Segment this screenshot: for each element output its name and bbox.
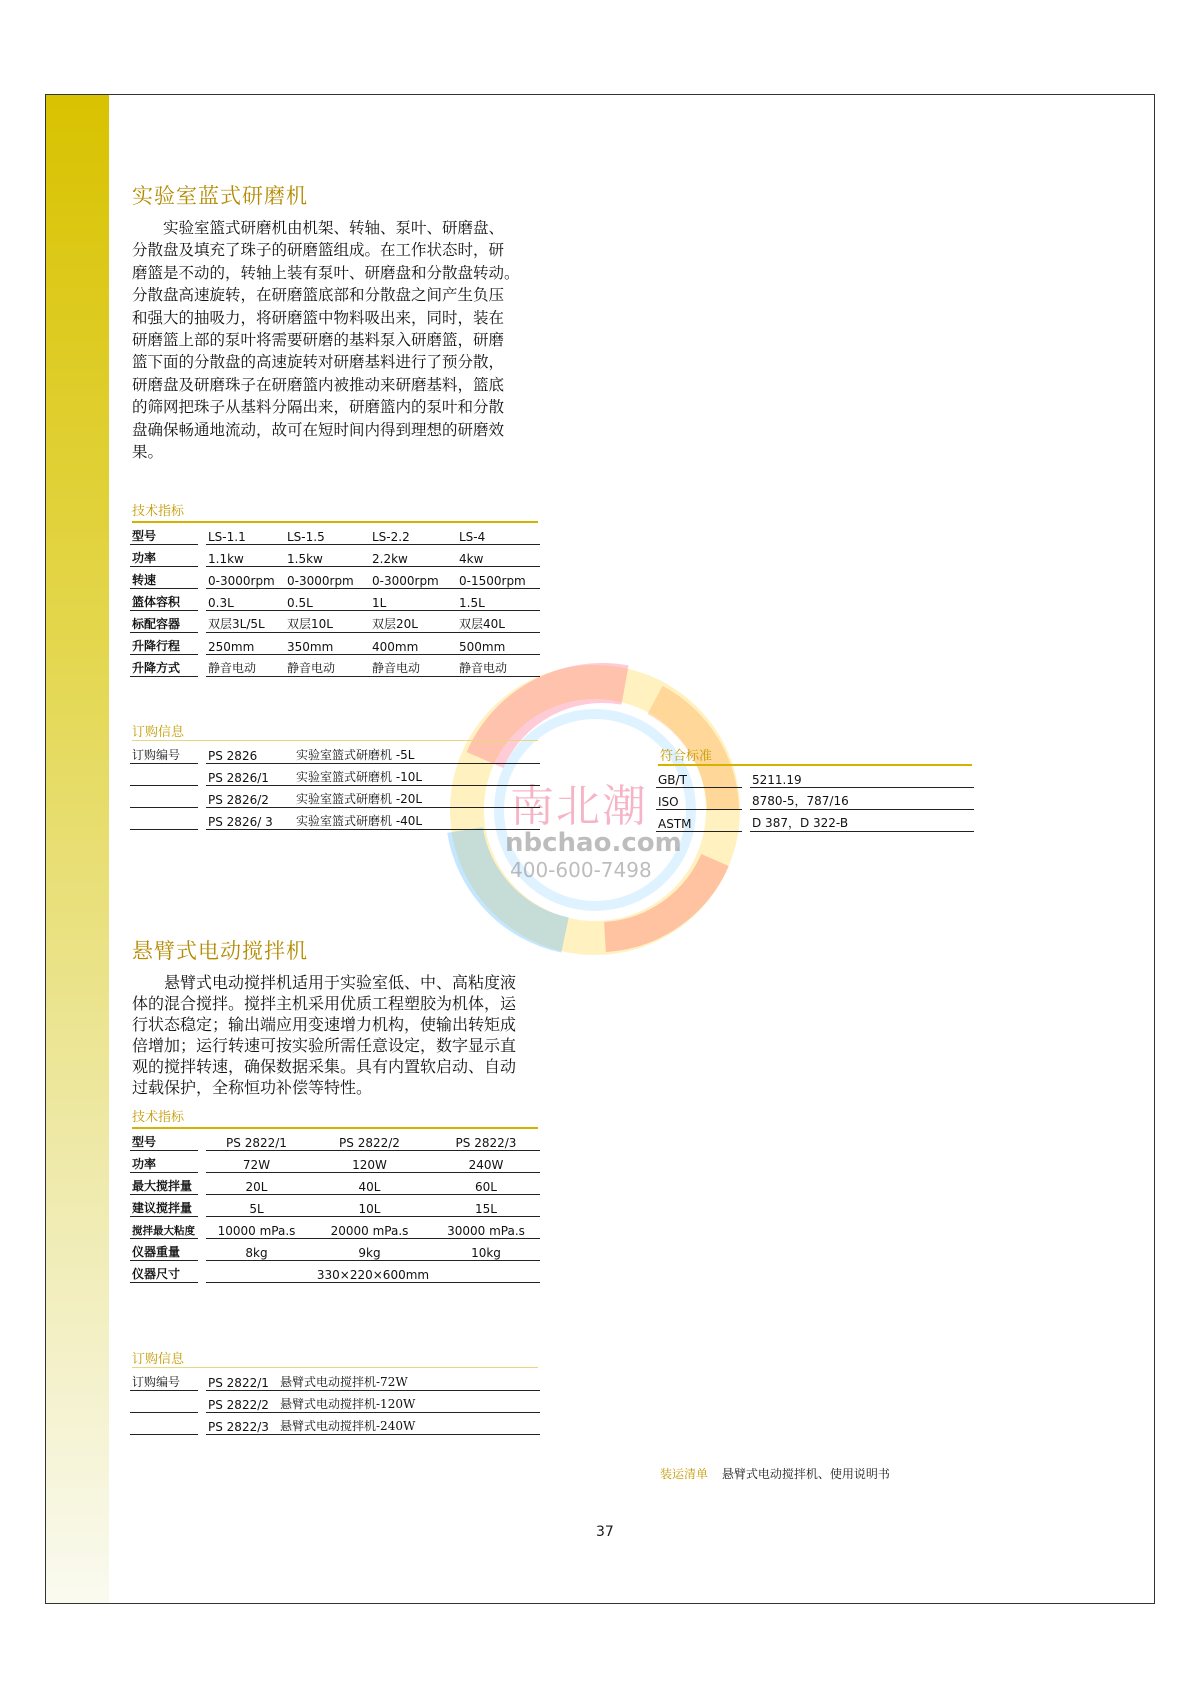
cell-value: PS 2822/2	[307, 1129, 432, 1151]
row-label: 标配容器	[130, 611, 202, 633]
paragraph-line: 实验室篮式研磨机由机架、转轴、泵叶、研磨盘、	[132, 219, 505, 237]
order-row	[130, 786, 540, 808]
standard-name: ASTM	[656, 810, 746, 832]
spec-row	[130, 589, 540, 611]
spec-row	[130, 1151, 540, 1173]
cell-value: 1.5kw	[285, 545, 370, 567]
cell-value: 1L	[370, 589, 457, 611]
standard-row	[656, 766, 974, 788]
paragraph-line: 和强大的抽吸力，将研磨篮中物料吸出来，同时，装在	[132, 308, 505, 327]
cell-value: 悬臂式电动搅拌机-72W	[278, 1369, 540, 1391]
cell-value: 双层10L	[285, 611, 370, 633]
cell-value: PS 2826/1	[202, 764, 294, 786]
cell-value: PS 2826/ 3	[202, 808, 294, 830]
row-label: 型号	[130, 523, 202, 545]
paragraph-line: 过载保护，全称恒功补偿等特性。	[132, 1078, 373, 1097]
row-label: 最大搅拌量	[130, 1173, 202, 1195]
cell-value: 350mm	[285, 633, 370, 655]
spec-row	[130, 1217, 540, 1239]
section1-order-title: 订购信息	[132, 725, 185, 740]
section1-paragraph	[132, 217, 552, 463]
cell-value: 20L	[202, 1173, 307, 1195]
spec-row	[130, 523, 540, 545]
cell-value: 60L	[432, 1173, 540, 1195]
cell-value: 实验室篮式研磨机 -40L	[294, 808, 540, 830]
paragraph-line: 悬臂式电动搅拌机适用于实验室低、中、高粘度液	[132, 973, 517, 992]
cell-value: 330×220×600mm	[202, 1261, 540, 1283]
cell-value: 250mm	[202, 633, 285, 655]
section2-paragraph	[132, 972, 562, 1098]
row-label: 升降方式	[130, 655, 202, 677]
standard-row	[656, 788, 974, 810]
order-row	[130, 1391, 540, 1413]
order-row	[130, 742, 540, 764]
paragraph-line: 分散盘高速旋转，在研磨篮底部和分散盘之间产生负压	[132, 286, 505, 305]
cell-value: 20000 mPa.s	[307, 1217, 432, 1239]
gold-rule	[132, 1367, 538, 1368]
paragraph-line: 的筛网把珠子从基料分隔出来，研磨篮内的泵叶和分散	[132, 398, 505, 417]
cell-value: 实验室篮式研磨机 -5L	[294, 742, 540, 764]
standards-title: 符合标准	[660, 749, 713, 764]
paragraph-line: 果。	[132, 443, 164, 462]
order-row	[130, 1369, 540, 1391]
row-label: 转速	[130, 567, 202, 589]
row-label	[130, 764, 202, 786]
cell-value: 0.3L	[202, 589, 285, 611]
shipping-label: 装运清单	[660, 1467, 709, 1481]
cell-value: 0-1500rpm	[457, 567, 540, 589]
order-row	[130, 1413, 540, 1435]
cell-value: 静音电动	[285, 655, 370, 677]
row-label: 订购编号	[130, 742, 202, 764]
spec-row	[130, 1173, 540, 1195]
spec-row	[130, 1129, 540, 1151]
cell-value: 40L	[307, 1173, 432, 1195]
section1-title: 实验室蓝式研磨机	[132, 184, 308, 208]
spec-row	[130, 1195, 540, 1217]
shipping-value: 悬臂式电动搅拌机、使用说明书	[721, 1467, 890, 1481]
cell-value: 实验室篮式研磨机 -10L	[294, 764, 540, 786]
section2-spec-title: 技术指标	[132, 1110, 185, 1125]
spec-row-size	[130, 1261, 540, 1283]
row-label: 升降行程	[130, 633, 202, 655]
cell-value: 静音电动	[370, 655, 457, 677]
cell-value: 15L	[432, 1195, 540, 1217]
cell-value: 9kg	[307, 1239, 432, 1261]
row-label	[130, 808, 202, 830]
paragraph-line: 盘确保畅通地流动，故可在短时间内得到理想的研磨效	[132, 420, 505, 439]
row-label: 型号	[130, 1129, 202, 1151]
row-label: 搅拌最大粘度	[130, 1217, 202, 1239]
gold-rule	[132, 740, 538, 741]
cell-value: 72W	[202, 1151, 307, 1173]
order-row	[130, 808, 540, 830]
row-label: 订购编号	[130, 1369, 202, 1391]
cell-value: LS-2.2	[370, 523, 457, 545]
section2-order-title: 订购信息	[132, 1352, 185, 1367]
cell-value: 4kw	[457, 545, 540, 567]
watermark-domain: nbchao.com	[505, 828, 682, 858]
standard-value: 8780-5，787/16	[746, 788, 974, 810]
spec-row	[130, 567, 540, 589]
row-label: 建议搅拌量	[130, 1195, 202, 1217]
cell-value: 0-3000rpm	[202, 567, 285, 589]
cell-value: PS 2822/1	[202, 1129, 307, 1151]
cell-value: LS-1.1	[202, 523, 285, 545]
row-label	[130, 1391, 202, 1413]
cell-value: 0-3000rpm	[370, 567, 457, 589]
section1-spec-title: 技术指标	[132, 504, 185, 519]
spec-row	[130, 655, 540, 677]
paragraph-line: 行状态稳定；输出端应用变速增力机构，使输出转矩成	[132, 1015, 517, 1034]
paragraph-line: 体的混合搅拌。搅拌主机采用优质工程塑胶为机体，运	[132, 994, 517, 1013]
watermark-brand: 南北潮	[510, 781, 648, 832]
cell-value: 静音电动	[202, 655, 285, 677]
cell-value: 悬臂式电动搅拌机-120W	[278, 1391, 540, 1413]
cell-value: 500mm	[457, 633, 540, 655]
cell-value: LS-4	[457, 523, 540, 545]
row-label	[130, 1413, 202, 1435]
cell-value: 8kg	[202, 1239, 307, 1261]
paragraph-line: 篮下面的分散盘的高速旋转对研磨基料进行了预分散，	[132, 353, 505, 372]
cell-value: 双层40L	[457, 611, 540, 633]
standard-value: D 387，D 322-B	[746, 810, 974, 832]
cell-value: 5L	[202, 1195, 307, 1217]
cell-value: 240W	[432, 1151, 540, 1173]
spec-row	[130, 1239, 540, 1261]
cell-value: PS 2822/2	[202, 1391, 278, 1413]
cell-value: LS-1.5	[285, 523, 370, 545]
cell-value: PS 2822/1	[202, 1369, 278, 1391]
cell-value: 2.2kw	[370, 545, 457, 567]
standard-name: ISO	[656, 788, 746, 810]
cell-value: 实验室篮式研磨机 -20L	[294, 786, 540, 808]
paragraph-line: 分散盘及填充了珠子的研磨篮组成。在工作状态时，研	[132, 241, 505, 260]
cell-value: 0-3000rpm	[285, 567, 370, 589]
shipping-list	[660, 1465, 890, 1482]
cell-value: 10000 mPa.s	[202, 1217, 307, 1239]
spec-row	[130, 633, 540, 655]
standard-row	[656, 810, 974, 832]
paragraph-line: 研磨盘及研磨珠子在研磨篮内被推动来研磨基料，篮底	[132, 375, 505, 394]
cell-value: 静音电动	[457, 655, 540, 677]
cell-value: PS 2822/3	[202, 1413, 278, 1435]
row-label: 功率	[130, 545, 202, 567]
section2-order-table	[130, 1369, 540, 1435]
cell-value: PS 2826/2	[202, 786, 294, 808]
cell-value: 10kg	[432, 1239, 540, 1261]
cell-value: 1.1kw	[202, 545, 285, 567]
standard-value: 5211.19	[746, 766, 974, 788]
section2-title: 悬臂式电动搅拌机	[132, 939, 308, 963]
paragraph-line: 观的搅拌转速，确保数据采集。具有内置软启动、自动	[132, 1057, 517, 1076]
order-row	[130, 764, 540, 786]
cell-value: PS 2826	[202, 742, 294, 764]
standard-name: GB/T	[656, 766, 746, 788]
row-label: 仪器尺寸	[130, 1261, 202, 1283]
standards-table	[656, 766, 974, 832]
cell-value: 120W	[307, 1151, 432, 1173]
cell-value: 悬臂式电动搅拌机-240W	[278, 1413, 540, 1435]
section2-spec-table	[130, 1129, 540, 1283]
section1-order-table	[130, 742, 540, 830]
row-label: 仪器重量	[130, 1239, 202, 1261]
paragraph-line: 倍增加；运行转速可按实验所需任意设定，数字显示直	[132, 1036, 517, 1055]
paragraph-line: 研磨篮上部的泵叶将需要研磨的基料泵入研磨篮，研磨	[132, 331, 505, 350]
watermark-phone: 400-600-7498	[510, 858, 652, 882]
row-label: 篮体容积	[130, 589, 202, 611]
paragraph-line: 磨篮是不动的，转轴上装有泵叶、研磨盘和分散盘转动。	[132, 263, 520, 282]
cell-value: 1.5L	[457, 589, 540, 611]
page-number: 37	[596, 1524, 614, 1540]
spec-row	[130, 545, 540, 567]
row-label: 功率	[130, 1151, 202, 1173]
row-label	[130, 786, 202, 808]
cell-value: 0.5L	[285, 589, 370, 611]
spec-row	[130, 611, 540, 633]
cell-value: PS 2822/3	[432, 1129, 540, 1151]
cell-value: 双层20L	[370, 611, 457, 633]
cell-value: 400mm	[370, 633, 457, 655]
section1-spec-table	[130, 523, 540, 677]
cell-value: 10L	[307, 1195, 432, 1217]
cell-value: 双层3L/5L	[202, 611, 285, 633]
cell-value: 30000 mPa.s	[432, 1217, 540, 1239]
